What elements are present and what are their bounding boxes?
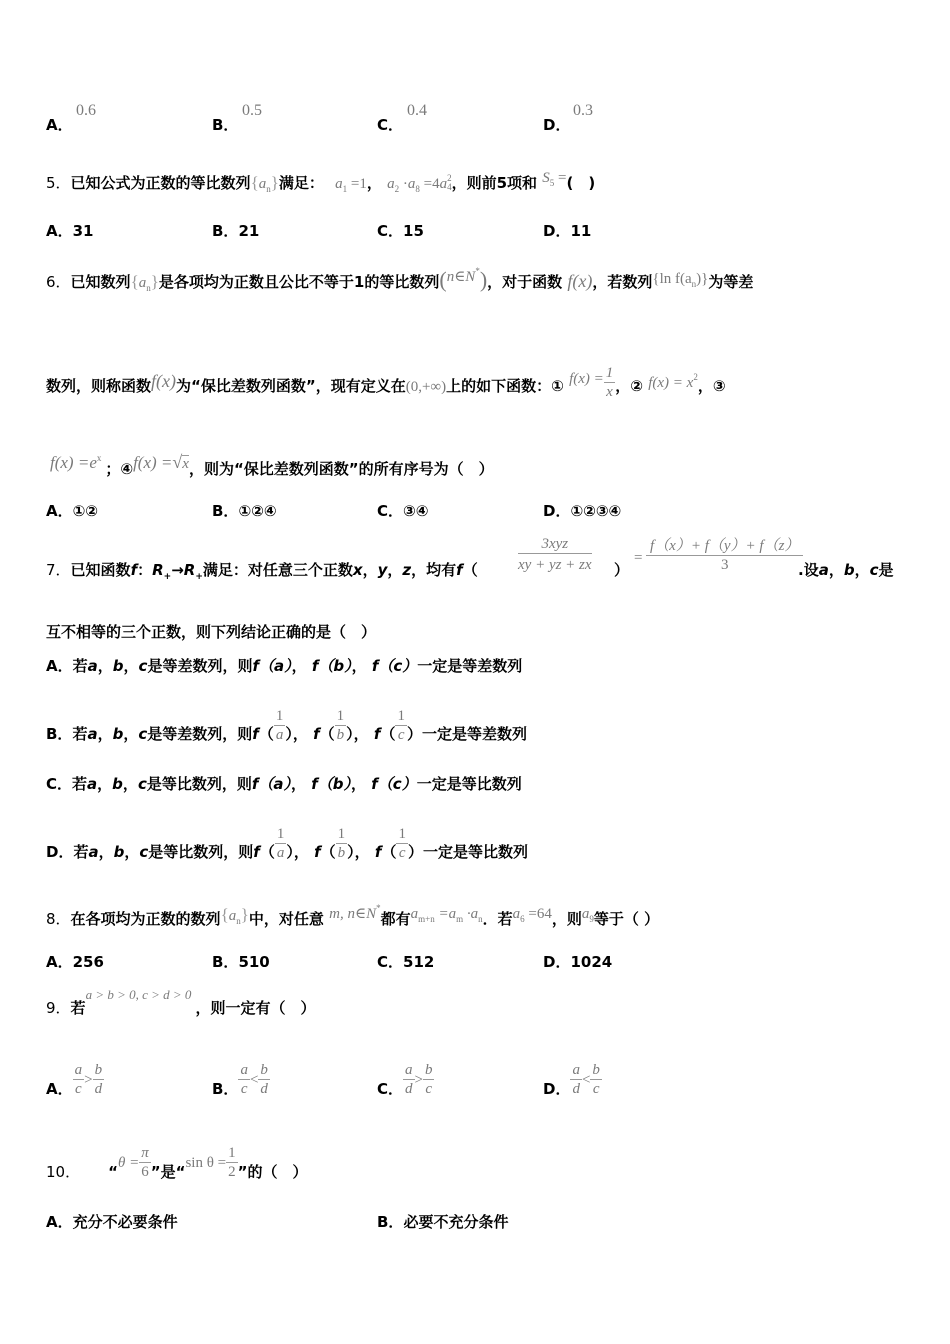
q6-option-d[interactable]: D．①②③④ — [543, 502, 622, 520]
q4-option-a[interactable]: A． 0.6 — [46, 102, 96, 134]
q8-option-b[interactable]: B．510 — [212, 953, 270, 971]
q6-option-c[interactable]: C．③④ — [377, 502, 429, 520]
q4-option-b[interactable]: B． 0.5 — [212, 102, 262, 134]
fraction-right: $\frac{b}{d}$ — [94, 1062, 103, 1097]
q5-option-b[interactable]: B．21 — [212, 222, 260, 240]
answer-paren: ( ) — [566, 174, 596, 192]
q9-option-c[interactable]: C． $\frac{a}{d}$ > $\frac{b}{c}$ — [377, 1062, 433, 1098]
fraction-right: $\frac{b}{d}$ — [260, 1062, 268, 1097]
fraction-1-over-c: $\frac{1}{c}$ — [398, 826, 406, 861]
fraction-pi-over-6: $\frac{\pi}{6}$ — [141, 1145, 149, 1180]
q6-line3: $f(x) =e^x$；④f(x) =√x，则为“保比差数列函数”的所有序号为（ ） — [50, 452, 494, 478]
fraction-left: $\frac{a}{d}$ — [405, 1062, 413, 1097]
fraction-left: $\frac{a}{c}$ — [240, 1062, 248, 1097]
right-brace: } — [150, 272, 159, 291]
q9-option-d[interactable]: D． $\frac{a}{d}$ < $\frac{b}{c}$ — [543, 1062, 600, 1098]
fraction-1-over-a: $\frac{1}{a}$ — [276, 826, 285, 861]
right-brace: } — [270, 173, 279, 192]
q7-stem-end: .设a，b，c是 — [798, 561, 894, 579]
q7-fraction-lhs: 3xyz xy + yz + zx — [518, 536, 592, 573]
q7-option-a[interactable]: A．若a，b，c是等差数列，则f（a）， f（b）， f（c）一定是等差数列 — [46, 657, 523, 675]
q4-option-c[interactable]: C． 0.4 — [377, 102, 427, 134]
q9-option-b[interactable]: B． $\frac{a}{c}$ < $\frac{b}{d}$ — [212, 1062, 268, 1098]
q5-option-c[interactable]: C．15 — [377, 222, 424, 240]
q7-stem: 7．已知函数f：$R_+\to R_+$满足：对任意三个正数x，y，z，均有f（ — [46, 561, 478, 582]
q6-line2: 数列，则称函数f(x)为“保比差数列函数”，现有定义在(0,+∞)上的如下函数：① f(x) = $\frac{1}{x}$ ，② $f(x) = x^2$，③ — [46, 365, 726, 400]
q9-stem: 9．若a > b > 0, c > d > 0，则一定有（ ） — [46, 987, 316, 1017]
q4-option-d[interactable]: D． 0.3 — [543, 102, 593, 134]
fraction-1-over-b: $\frac{1}{b}$ — [336, 708, 345, 743]
q7-option-d[interactable]: D．若a，b，c是等比数列，则f（ $\frac{1}{a}$ ）， f（ $\frac{1}{b}$ ）， f（ $\frac{1}{c}$ ）一定是等比数列 — [46, 826, 528, 861]
left-brace: { — [220, 905, 229, 924]
q7-rp: ） — [614, 561, 630, 579]
q8-option-a[interactable]: A．256 — [46, 953, 104, 971]
fraction-right: $\frac{b}{c}$ — [424, 1062, 433, 1097]
fraction-1-over-2: $\frac{1}{2}$ — [228, 1145, 236, 1180]
fraction-left: $\frac{a}{c}$ — [74, 1062, 83, 1097]
q7-equals: = — [634, 550, 643, 566]
fraction-1-over-x: $\frac{1}{x}$ — [605, 365, 614, 400]
q6-stem: 6．已知数列$\{a_n\}$是各项均为正数且公比不等于1的等比数列(n∈N*)，对于函数 f(x)，若数列{ln $f(a_n)$}为等差 — [46, 266, 754, 293]
q5-stem: 5．已知公式为正数的等比数列$\{a_n\}$满足： $a_1 =1$， $a_2 \cdot a_8 =4a$ 2 4 ，则前5项和 $S_5$ =( ) — [46, 170, 596, 194]
q7-line2: 互不相等的三个正数，则下列结论正确的是（ ） — [46, 623, 377, 641]
left-brace: { — [130, 272, 139, 291]
q6-option-b[interactable]: B．①②④ — [212, 502, 277, 520]
q10-option-b[interactable]: B．必要不充分条件 — [377, 1213, 509, 1231]
q10-stem: 10． “θ = $\frac{\pi}{6}$ ”是“sin θ = $\frac{1}{2}$ ”的（ ） — [46, 1145, 308, 1181]
fraction-1-over-a: $\frac{1}{a}$ — [275, 708, 284, 743]
left-paren: ( — [439, 267, 447, 292]
q7-option-b[interactable]: B．若a，b，c是等差数列，则f（ $\frac{1}{a}$ ）， f（ $\frac{1}{b}$ ）， f（ $\frac{1}{c}$ ）一定是等差数列 — [46, 708, 527, 743]
q6-option-a[interactable]: A．①② — [46, 502, 99, 520]
fraction-1-over-c: $\frac{1}{c}$ — [397, 708, 405, 743]
fraction-left: $\frac{a}{d}$ — [572, 1062, 580, 1097]
fraction-1-over-b: $\frac{1}{b}$ — [337, 826, 346, 861]
left-brace: { — [250, 173, 259, 192]
q5-option-a[interactable]: A．31 — [46, 222, 94, 240]
right-brace: } — [240, 905, 249, 924]
q8-option-d[interactable]: D．1024 — [543, 953, 613, 971]
fraction-right: $\frac{b}{c}$ — [592, 1062, 600, 1097]
q8-option-c[interactable]: C．512 — [377, 953, 435, 971]
q7-option-c[interactable]: C．若a，b，c是等比数列，则f（a）， f（b）， f（c）一定是等比数列 — [46, 775, 522, 793]
q7-fraction-rhs: f（x）+ f（y）+ f（z） 3 — [646, 537, 803, 574]
right-paren: ) — [479, 267, 488, 292]
q5-option-d[interactable]: D．11 — [543, 222, 592, 240]
q9-option-a[interactable]: A． $\frac{a}{c}$ > $\frac{b}{d}$ — [46, 1062, 103, 1098]
q10-option-a[interactable]: A．充分不必要条件 — [46, 1213, 178, 1231]
q8-stem: 8．在各项均为正数的数列$\{a_n\}$中，对任意 m, n∈N*都有$a_{m+n} =a_m \cdot a_n$．若$a_6 =64$，则$a_9$等于（ ） — [46, 903, 660, 928]
